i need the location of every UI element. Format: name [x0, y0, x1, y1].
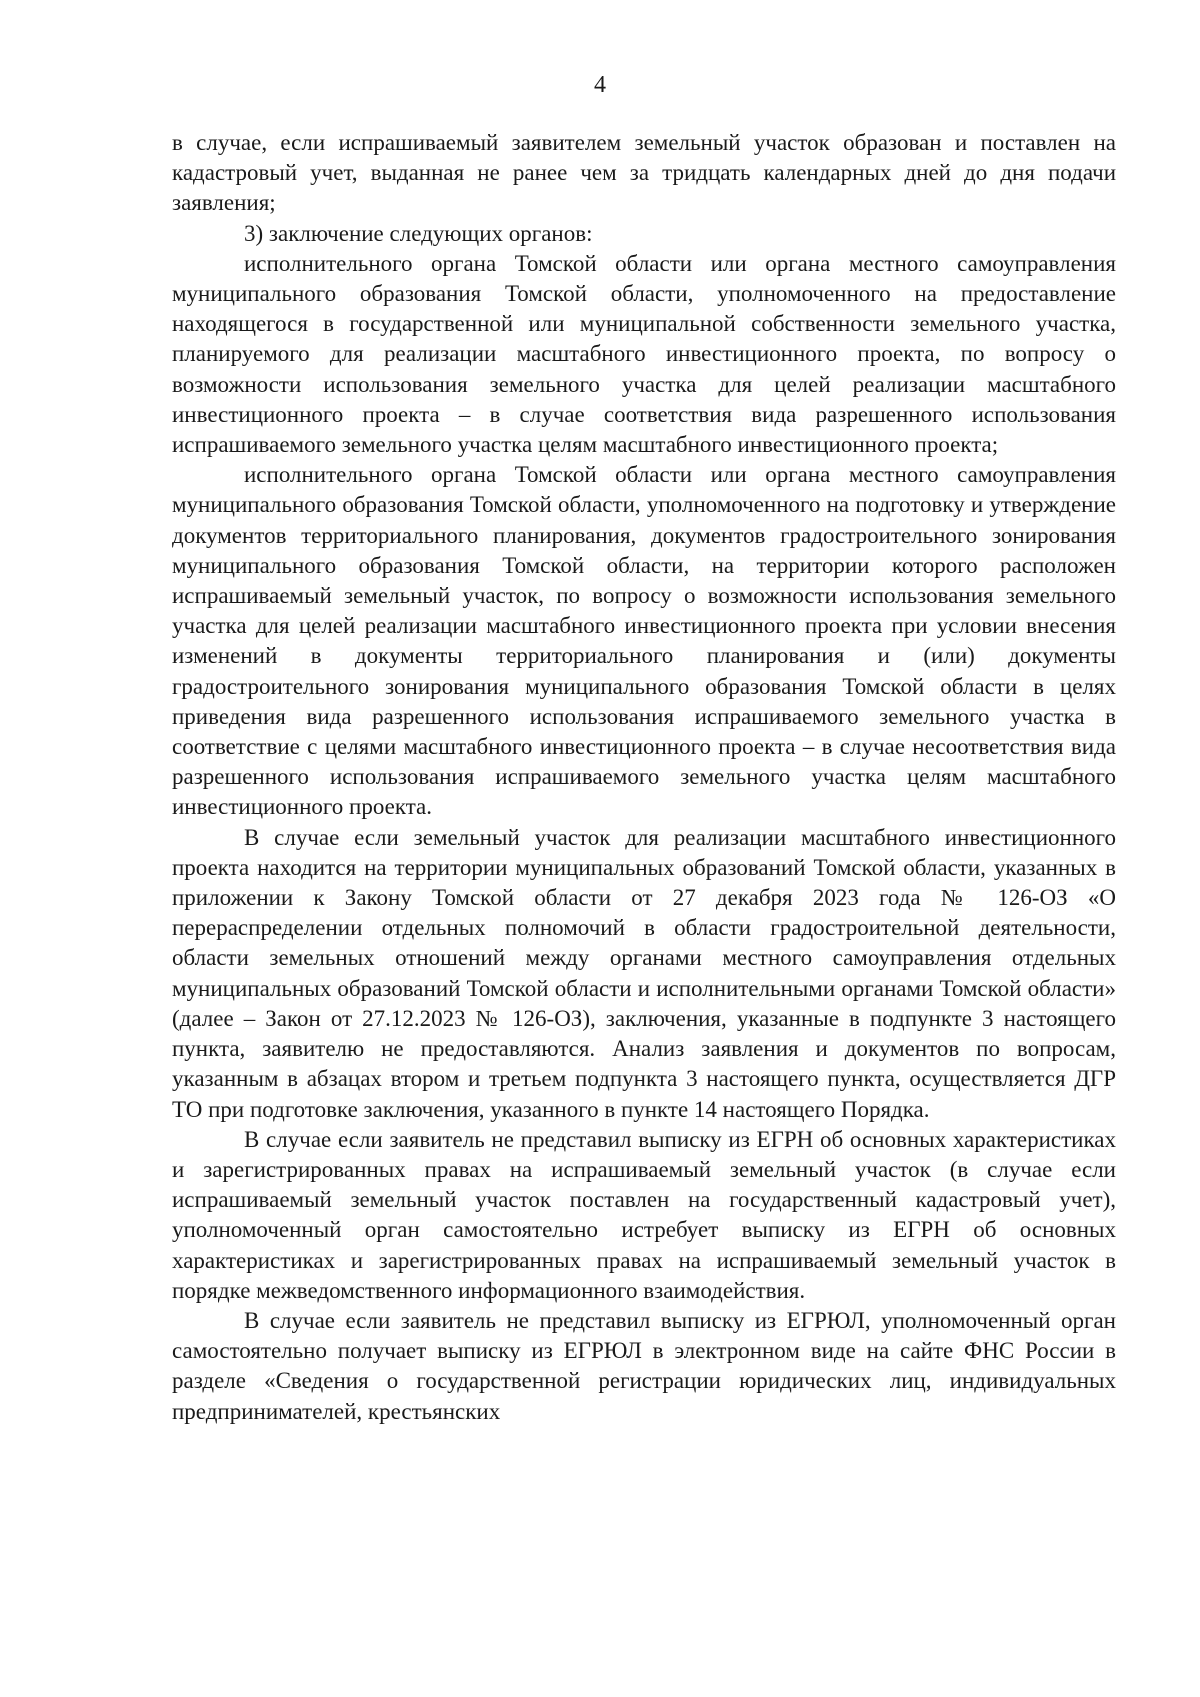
paragraph-egrn-extract: В случае если заявитель не представил выписку из ЕГРН об основных характеристиках и зарегистрированных правах на испрашиваемый земельный участок (в случае если испрашиваемый земельный участок поставлен на государственный кадастровый учет), уполномоченный орган самостоятельно истребует выписку из ЕГРН об основных характеристиках и зарегистрированных правах на испрашиваемый земельный участок в порядке межведомственного информационного взаимодействия.: [172, 1126, 1116, 1303]
document-body: [172, 128, 1116, 1427]
paragraph-item-3: 3) заключение следующих органов:: [244, 220, 593, 246]
paragraph-organ-territorial-planning: исполнительного органа Томской области или органа местного самоуправления муниципального образования Томской области, уполномоченного на подготовку и утверждение документов территориального планирования, документов градостроительного зонирования муниципального образования Томской области, на территории которого расположен испрашиваемый земельный участок, по вопросу о возможности использования земельного участка для целей реализации масштабного инвестиционного проекта при условии внесения изменений в документы территориального планирования и (или) документы градостроительного зонирования муниципального образования Томской области в целях приведения вида разрешенного использования испрашиваемого земельного участка в соответствие с целями масштабного инвестиционного проекта – в случае несоответствия вида разрешенного использования испрашиваемого земельного участка целям масштабного инвестиционного проекта.: [172, 462, 1116, 820]
paragraph-egrul-extract: В случае если заявитель не представил выписку из ЕГРЮЛ, уполномоченный орган самостоятельно получает выписку из ЕГРЮЛ в электронном виде на сайте ФНС России в разделе «Сведения о государственной регистрации юридических лиц, индивидуальных предпринимателей, крестьянских: [172, 1307, 1116, 1424]
paragraph-continuation: в случае, если испрашиваемый заявителем земельный участок образован и поставлен на кадастровый учет, выданная не ранее чем за тридцать календарных дней до дня подачи заявления;: [172, 130, 1116, 216]
paragraph-organ-land-provision: исполнительного органа Томской области или органа местного самоуправления муниципального образования Томской области, уполномоченного на предоставление находящегося в государственной или муниципальной собственности земельного участка, планируемого для реализации масштабного инвестиционного проекта, по вопросу о возможности использования земельного участка для целей реализации масштабного инвестиционного проекта – в случае соответствия вида разрешенного использования испрашиваемого земельного участка целям масштабного инвестиционного проекта;: [172, 250, 1116, 458]
page-number: 4: [594, 72, 606, 98]
paragraph-law-126-oz: В случае если земельный участок для реализации масштабного инвестиционного проекта находится на территории муниципальных образований Томской области, указанных в приложении к Закону Томской области от 27 декабря 2023 года № 126-ОЗ «О перераспределении отдельных полномочий в области градостроительной деятельности, области земельных отношений между органами местного самоуправления отдельных муниципальных образований Томской области и исполнительными органами Томской области» (далее – Закон от 27.12.2023 № 126-ОЗ), заключения, указанные в подпункте 3 настоящего пункта, заявителю не предоставляются. Анализ заявления и документов по вопросам, указанным в абзацах втором и третьем подпункта 3 настоящего пункта, осуществляется ДГР ТО при подготовке заключения, указанного в пункте 14 настоящего Порядка.: [172, 824, 1116, 1122]
